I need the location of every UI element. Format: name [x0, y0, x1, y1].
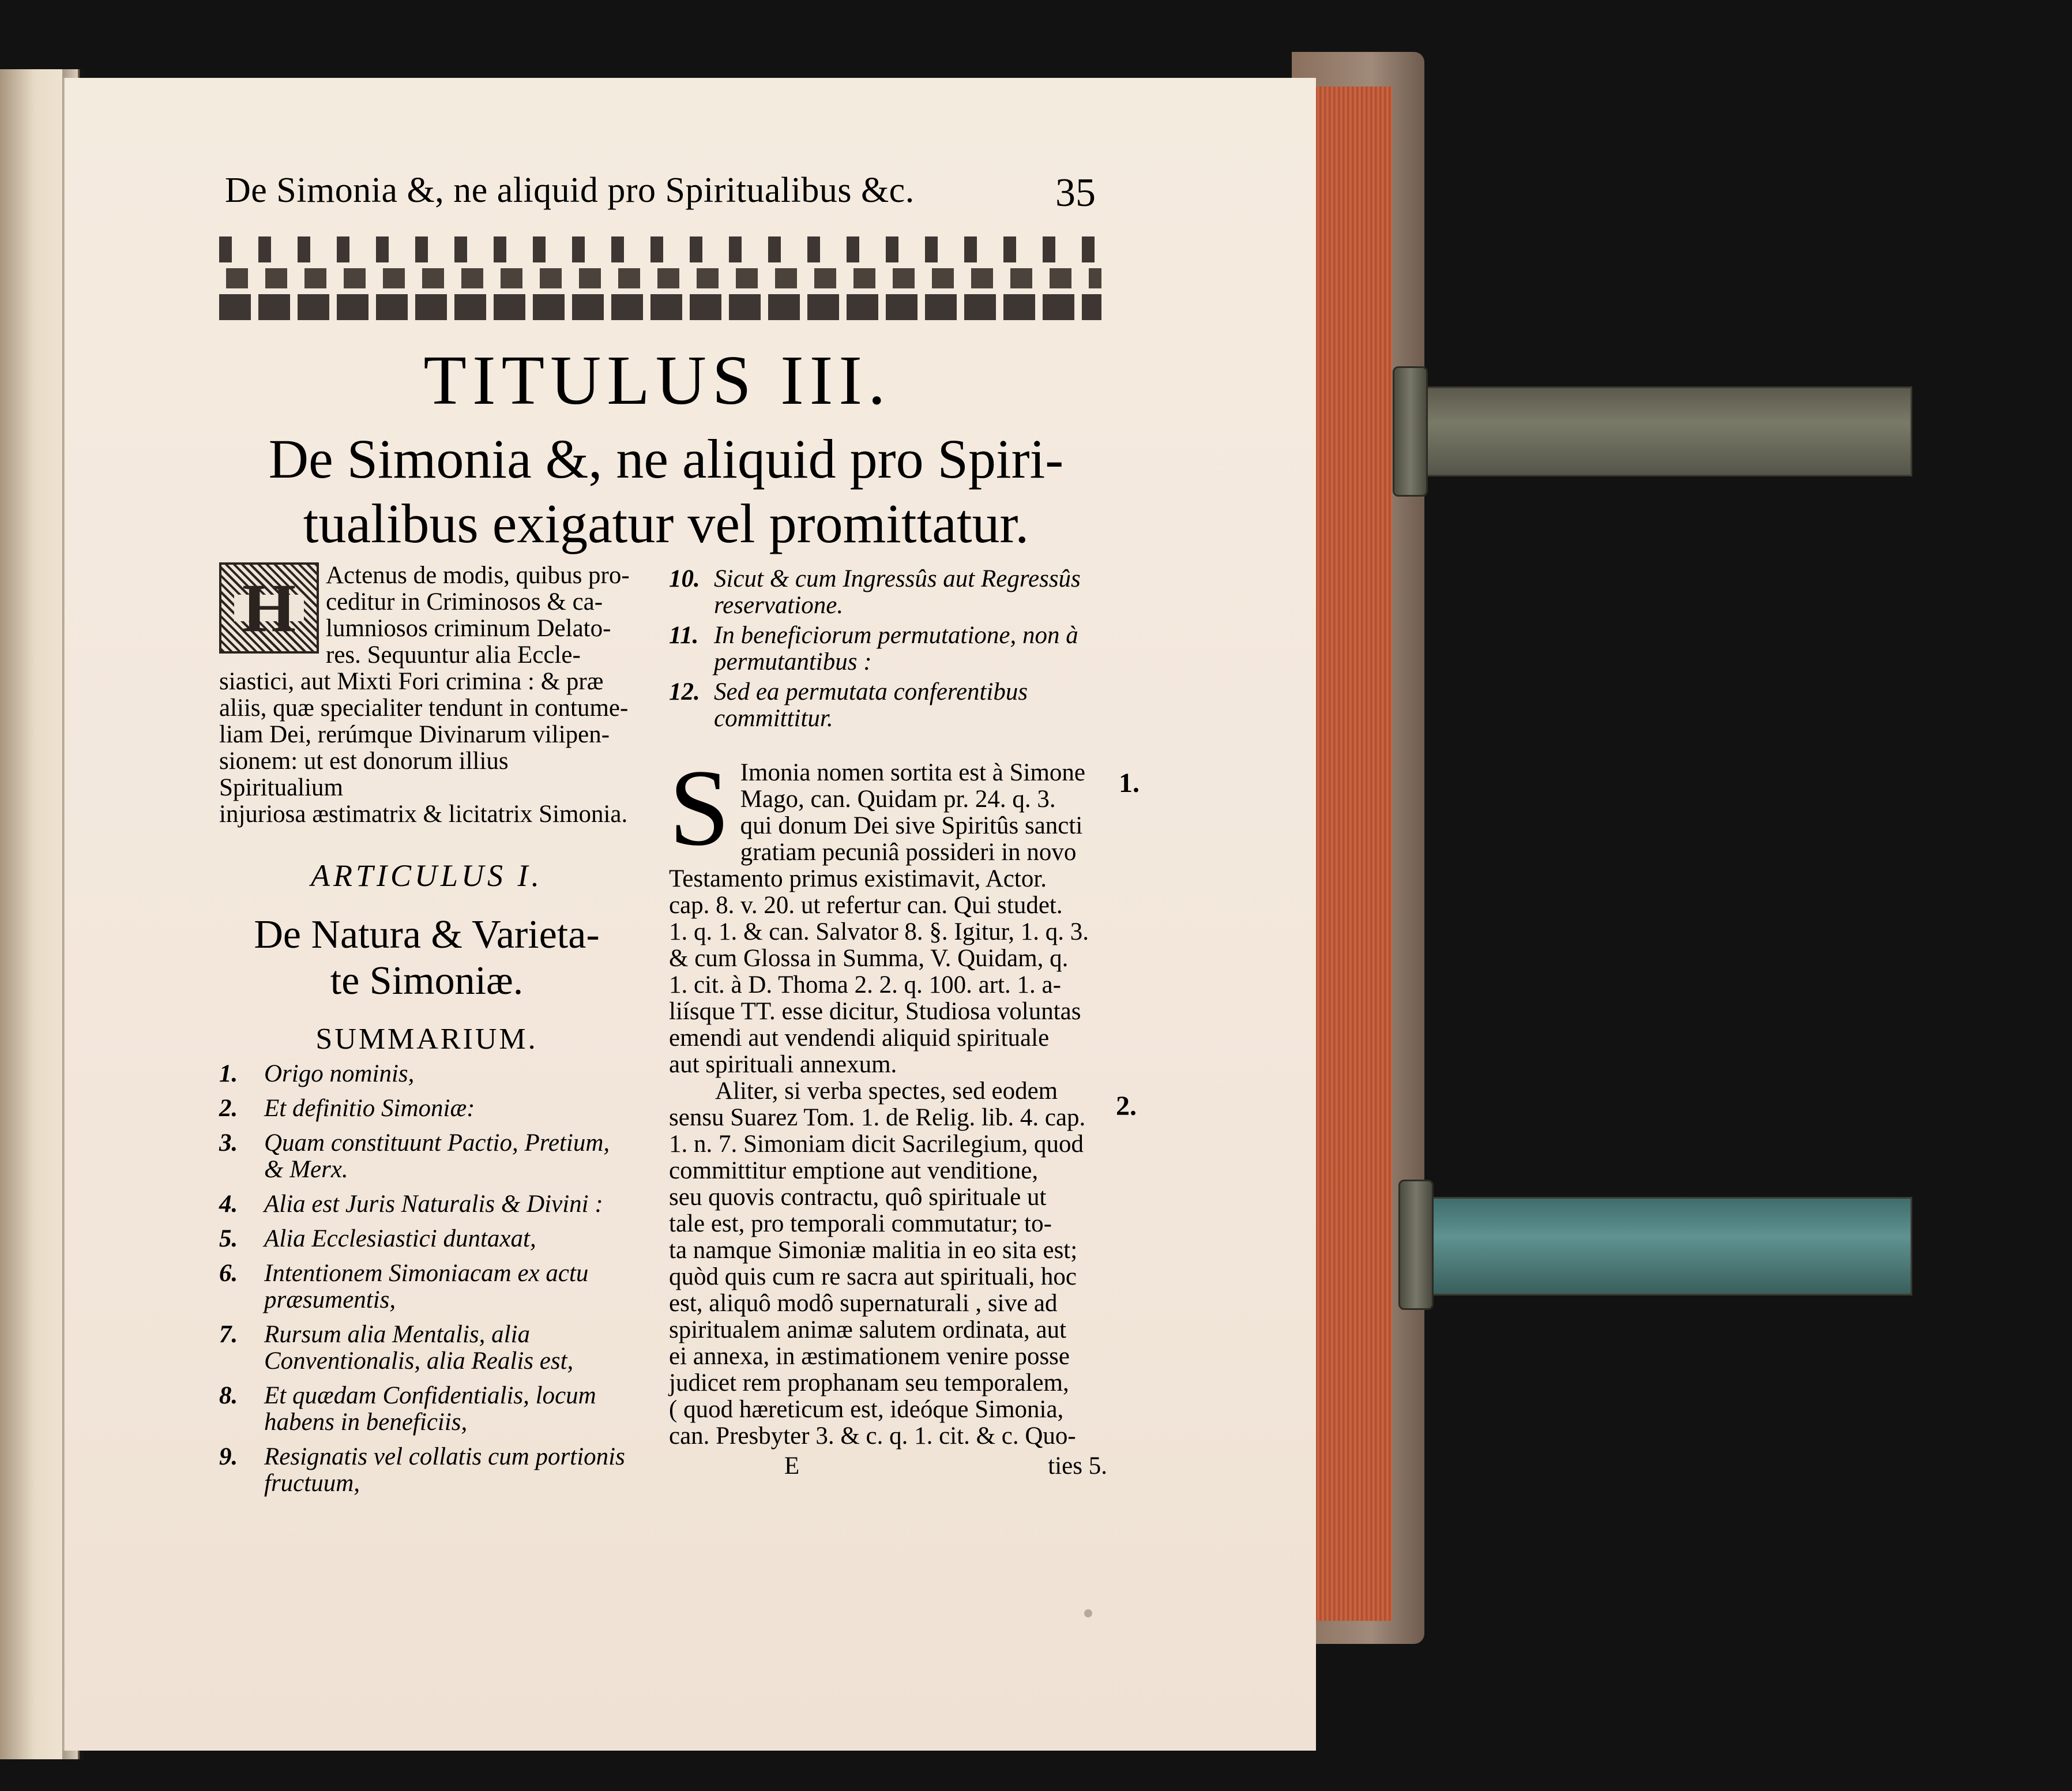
body-paragraph-2	[669, 1078, 1107, 1105]
text-line: qui donum Dei sive Spiritûs sancti	[740, 812, 1083, 839]
article-title-line: te Simoniæ.	[330, 959, 524, 1003]
article-title-line: De Natura & Varieta-	[254, 913, 600, 957]
margin-number: 1.	[1119, 768, 1140, 798]
text-line: Aliter, si verba spectes, sed eodem	[715, 1077, 1058, 1105]
text-line: liísque TT. esse dicitur, Studiosa voluntas	[669, 998, 1081, 1025]
summary-text: Et definitio Simoniæ:	[264, 1095, 475, 1122]
text-line: sensu Suarez Tom. 1. de Relig. lib. 4. cap.	[669, 1104, 1086, 1131]
summary-text: Origo nominis,	[264, 1060, 415, 1087]
paper-hole	[1084, 1609, 1092, 1617]
summary-num: 11.	[669, 622, 699, 649]
summary-num: 1.	[219, 1060, 238, 1087]
text-line: gratiam pecuniâ possideri in novo	[740, 839, 1077, 866]
intro-line: liam Dei, rerúmque Divinarum vilipen-	[219, 721, 610, 748]
intro-line: aliis, quæ specialiter tendunt in contume-	[219, 694, 629, 722]
clasp-hinge-upper	[1393, 366, 1428, 497]
subtitle-line: De Simonia &, ne aliquid pro Spiri-	[268, 428, 1064, 490]
clasp-hinge-lower	[1398, 1180, 1434, 1310]
summary-item	[219, 1383, 634, 1436]
summary-item	[219, 1260, 634, 1313]
summary-num: 9.	[219, 1443, 238, 1470]
text-line: aut spirituali annexum.	[669, 1051, 897, 1078]
text-line: ei annexa, in æstimationem venire posse	[669, 1343, 1070, 1370]
metal-clasp-upper	[1401, 386, 1912, 476]
text-line: 1. cit. à D. Thoma 2. 2. q. 100. art. 1. a-	[669, 971, 1061, 998]
margin-number: 2.	[1116, 1091, 1137, 1121]
intro-line: siastici, aut Mixti Fori crimina : & præ	[219, 668, 604, 695]
right-column	[669, 562, 1107, 1480]
summary-text: Quam constituunt Pactio, Pretium, & Merx.	[264, 1129, 610, 1183]
summary-num: 5.	[219, 1225, 238, 1252]
signature-line	[669, 1453, 1107, 1480]
intro-line: Actenus de modis, quibus pro-	[326, 562, 630, 589]
left-column	[219, 562, 634, 1497]
summary-text: Sed ea permutata conferentibus committitur.	[714, 678, 1028, 732]
summary-item	[219, 1095, 634, 1122]
text-line: judicet rem prophanam seu temporalem,	[669, 1369, 1069, 1396]
summary-text: Alia est Juris Naturalis & Divini :	[264, 1191, 603, 1218]
text-line: Imonia nomen sortita est à Simone	[740, 759, 1085, 786]
summary-heading: SUMMARIUM.	[315, 1023, 538, 1056]
summary-item	[219, 1130, 634, 1183]
summary-text: Sicut & cum Ingressûs aut Regressûs reservatione.	[714, 565, 1081, 619]
summary-text: Resignatis vel collatis cum portionis fructuum,	[264, 1443, 625, 1497]
summary-list-continued	[669, 566, 1107, 732]
body-paragraph-1	[669, 748, 1107, 1078]
intro-line: lumniosos criminum Delato-	[326, 615, 611, 642]
signature-mark: E	[784, 1452, 800, 1480]
summary-text: Et quædam Confidentialis, locum habens in beneficiis,	[264, 1382, 596, 1436]
red-page-edges	[1309, 87, 1392, 1621]
intro-line: sionem: ut est donorum illius Spiritualium	[219, 748, 509, 801]
summary-num: 12.	[669, 678, 700, 705]
article-title	[219, 912, 634, 1004]
summary-item	[669, 679, 1107, 732]
summary-num: 8.	[219, 1382, 238, 1409]
page-number: 35	[1055, 171, 1096, 215]
intro-line: res. Sequuntur alia Eccle-	[326, 641, 581, 669]
summary-item	[219, 1061, 634, 1087]
text-line: ta namque Simoniæ malitia in eo sita est;	[669, 1237, 1078, 1264]
summary-num: 3.	[219, 1129, 238, 1157]
summary-item	[219, 1444, 634, 1497]
subtitle-line: tualibus exigatur vel promittatur.	[303, 493, 1029, 554]
summary-num: 6.	[219, 1260, 238, 1287]
intro-line: ceditur in Criminosos & ca-	[326, 588, 603, 615]
text-line: quòd quis cum re sacra aut spirituali, hoc	[669, 1263, 1077, 1290]
ornamental-band-icon	[219, 236, 1101, 323]
summary-item	[219, 1321, 634, 1375]
chapter-title: TITULUS III.	[423, 341, 892, 419]
summary-text: Alia Ecclesiastici duntaxat,	[264, 1225, 536, 1252]
summary-num: 10.	[669, 565, 700, 592]
text-line: Testamento primus existimavit, Actor.	[669, 865, 1047, 892]
summary-item	[669, 622, 1107, 675]
summary-text: In beneficiorum permutatione, non à permutantibus :	[714, 622, 1078, 675]
summary-num: 7.	[219, 1321, 238, 1348]
text-line: Mago, can. Quidam pr. 24. q. 3.	[740, 786, 1056, 813]
summary-num: 2.	[219, 1095, 238, 1122]
dropcap-s: S	[669, 748, 730, 869]
running-head: De Simonia &, ne aliquid pro Spiritualibus &c.	[225, 171, 915, 210]
ornamental-dropcap-h: H	[219, 562, 319, 654]
intro-paragraph	[219, 562, 634, 828]
summary-num: 4.	[219, 1191, 238, 1218]
intro-line: injuriosa æstimatrix & licitatrix Simonia.	[219, 801, 628, 828]
summary-item	[669, 566, 1107, 619]
text-line: seu quovis contractu, quô spirituale ut	[669, 1184, 1047, 1211]
text-line: committitur emptione aut venditione,	[669, 1157, 1039, 1184]
body-paragraph-2-cont	[669, 1105, 1107, 1450]
text-line: tale est, pro temporali commutatur; to-	[669, 1210, 1052, 1237]
summary-item	[219, 1226, 634, 1252]
text-line: spiritualem animæ salutem ordinata, aut	[669, 1316, 1067, 1343]
text-line: est, aliquô modô supernaturali , sive ad	[669, 1290, 1058, 1317]
text-line: ( quod hæreticum est, ideóque Simonia,	[669, 1396, 1064, 1423]
text-line: & cum Glossa in Summa, V. Quidam, q.	[669, 945, 1069, 972]
text-line: 1. q. 1. & can. Salvator 8. §. Igitur, 1. q. 3.	[669, 918, 1089, 945]
text-line: 1. n. 7. Simoniam dicit Sacrilegium, quod	[669, 1131, 1084, 1158]
summary-text: Rursum alia Mentalis, alia Conventionalis, alia Realis est,	[264, 1321, 574, 1375]
summary-item	[219, 1191, 634, 1218]
summary-list	[219, 1061, 634, 1497]
chapter-subtitle	[216, 427, 1116, 556]
text-line: can. Presbyter 3. & c. q. 1. cit. & c. Quo-	[669, 1422, 1076, 1450]
text-line: emendi aut vendendi aliquid spirituale	[669, 1024, 1050, 1052]
text-line: cap. 8. v. 20. ut refertur can. Qui studet.	[669, 892, 1063, 919]
catchword: ties 5.	[1048, 1452, 1107, 1480]
article-heading: ARTICULUS I.	[310, 858, 543, 893]
metal-clasp-lower	[1401, 1197, 1912, 1296]
summary-text: Intentionem Simoniacam ex actu præsumentis,	[264, 1260, 589, 1313]
